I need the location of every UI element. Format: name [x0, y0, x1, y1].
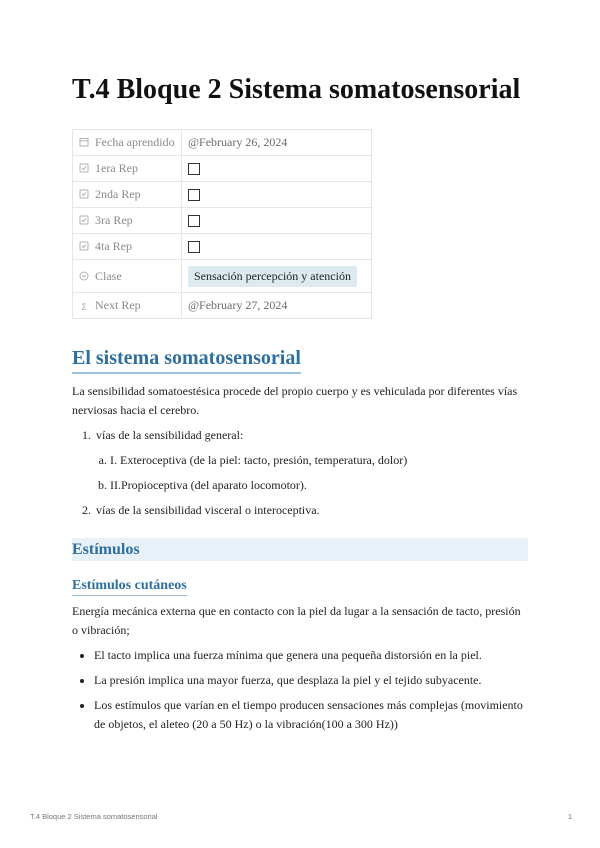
subheading-estimulos-cutaneos: Estímulos cutáneos [72, 577, 187, 596]
select-icon [79, 271, 89, 281]
list-item: • La presión implica una mayor fuerza, que desplaza la piel y el tejido subyacente. [94, 671, 528, 690]
property-key: 3ra Rep [95, 213, 133, 227]
property-row-next-rep [73, 293, 372, 319]
section-intro: La sensibilidad somatoestésica procede del propio cuerpo y es vehiculada por diferentes vías nerviosas hacia el cerebro. [72, 384, 518, 417]
properties-table [72, 129, 372, 319]
property-key: 1era Rep [95, 161, 138, 175]
list-item: 2. vías de la sensibilidad visceral o interoceptiva. [94, 501, 528, 520]
checkbox-3ra-rep[interactable] [188, 215, 200, 227]
paragraph: Energía mecánica externa que en contacto con la piel da lugar a la sensación de tacto, presión o vibración; [72, 604, 521, 637]
property-row-2nda-rep [73, 182, 372, 208]
formula-icon: Σ [81, 303, 87, 313]
calendar-icon [79, 137, 89, 147]
property-key: 2nda Rep [95, 187, 141, 201]
property-row-3ra-rep [73, 208, 372, 234]
property-row-4ta-rep [73, 234, 372, 260]
bullet-list [72, 646, 528, 734]
checkbox-property-icon [79, 215, 89, 225]
page-title: T.4 Bloque 2 Sistema somatosensorial [72, 74, 521, 105]
checkbox-4ta-rep[interactable] [188, 241, 200, 253]
property-row-1era-rep [73, 156, 372, 182]
property-value: @February 27, 2024 [182, 293, 372, 319]
footer-title: T.4 Bloque 2 Sistema somatosensorial [30, 812, 158, 821]
numbered-list [72, 426, 528, 520]
checkbox-property-icon [79, 189, 89, 199]
page-content [72, 72, 528, 734]
property-key: 4ta Rep [95, 239, 132, 253]
page-number: 1 [567, 812, 572, 821]
list-item: a. I. Exteroceptiva (de la piel: tacto, presión, temperatura, dolor) [110, 451, 528, 470]
checkbox-2nda-rep[interactable] [188, 189, 200, 201]
property-value[interactable]: @February 26, 2024 [182, 130, 372, 156]
property-key: Clase [95, 268, 122, 283]
sub-list [96, 451, 528, 495]
clase-tag[interactable]: Sensación percepción y atención [188, 266, 357, 287]
property-key: Next Rep [95, 298, 141, 312]
checkbox-1era-rep[interactable] [188, 163, 200, 175]
list-item: 1. vías de la sensibilidad general: a. I. Exteroceptiva (de la piel: tacto, presión, temperatura, dolor) b. II.Propioceptiva (del aparato locomotor). [94, 426, 528, 495]
list-item: • El tacto implica una fuerza mínima que genera una pequeña distorsión en la piel. [94, 646, 528, 665]
list-item: b. II.Propioceptiva (del aparato locomotor). [110, 476, 528, 495]
checkbox-property-icon [79, 241, 89, 251]
property-key: Fecha aprendido [95, 135, 175, 149]
list-item: • Los estímulos que varían en el tiempo producen sensaciones más complejas (movimiento de objetos, el aleteo (20 a 50 Hz) o la vibración(100 a 300 Hz)) [94, 696, 528, 734]
checkbox-property-icon [79, 163, 89, 173]
page-footer [30, 812, 572, 821]
property-row-fecha [73, 130, 372, 156]
property-row-clase [73, 260, 372, 293]
section-heading-estimulos: Estímulos [72, 538, 528, 561]
section-heading-sistema: El sistema somatosensorial [72, 345, 301, 374]
